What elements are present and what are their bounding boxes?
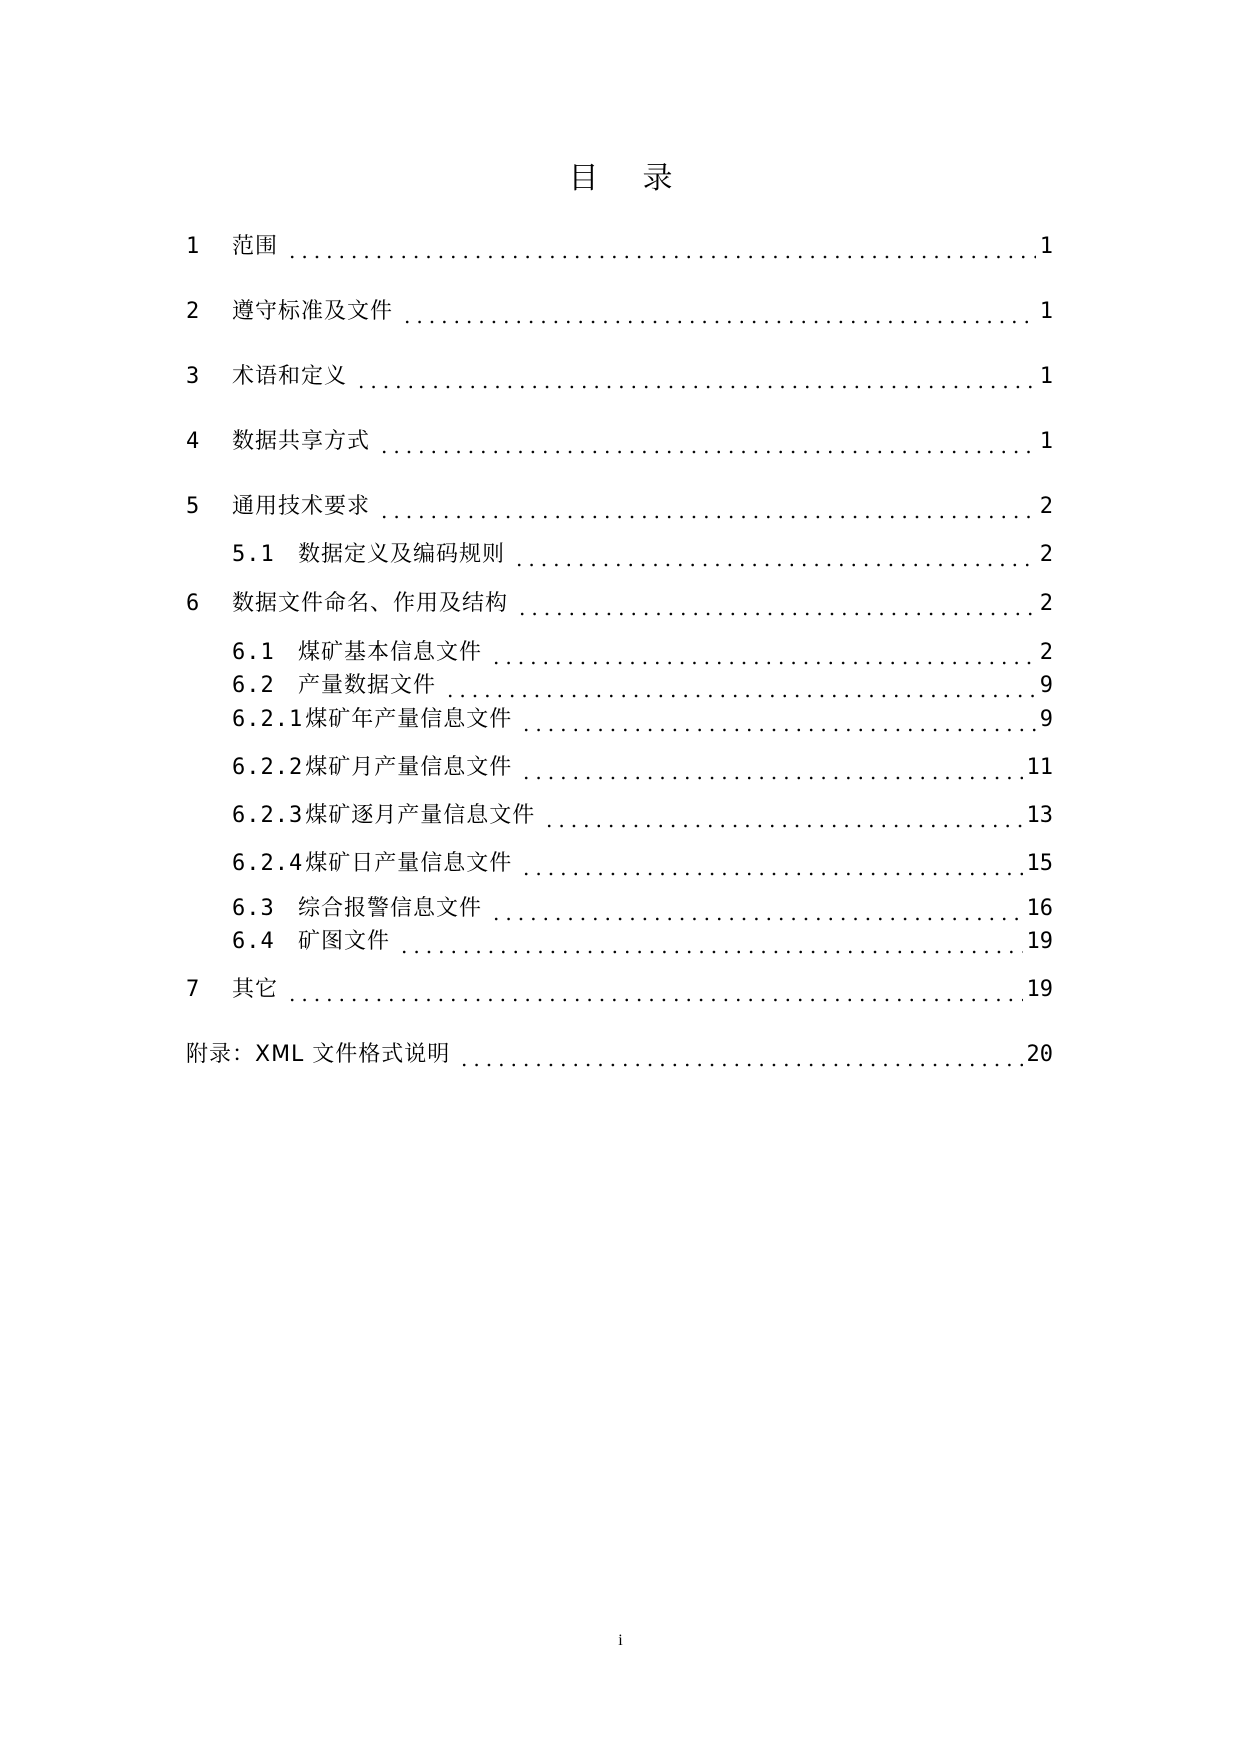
page-title: 目录	[568, 161, 717, 196]
toc-entry-page: 20	[1026, 1042, 1053, 1067]
toc-entry-label: 附录：XML 文件格式说明	[186, 1042, 451, 1067]
toc-entry-label: 范围	[232, 234, 279, 259]
toc-entry-page: 13	[1026, 803, 1053, 828]
toc-subentry[interactable]	[232, 540, 1053, 570]
toc-subsubentry[interactable]	[232, 753, 1053, 783]
toc-entry-label: 综合报警信息文件	[298, 896, 483, 921]
dot-leader	[520, 753, 1022, 783]
dot-leader	[401, 297, 1036, 327]
toc-entry-page: 19	[1026, 929, 1053, 954]
toc-entry-page: 2	[1039, 542, 1053, 567]
toc-entry-page: 15	[1026, 851, 1053, 876]
dot-leader	[513, 540, 1036, 570]
toc-entry-label: 煤矿基本信息文件	[298, 640, 483, 665]
toc-subentry[interactable]	[232, 638, 1053, 668]
dot-leader	[378, 427, 1036, 457]
toc-entry[interactable]	[186, 362, 1053, 392]
toc-entry[interactable]	[186, 589, 1053, 619]
toc-entry-label: 数据文件命名、作用及结构	[232, 591, 509, 616]
toc-entry-label: 煤矿月产量信息文件	[305, 755, 513, 780]
toc-entry-page: 2	[1039, 591, 1053, 616]
toc-entry-label: 术语和定义	[232, 364, 348, 389]
dot-leader	[458, 1040, 1022, 1070]
dot-leader	[516, 589, 1036, 619]
toc-subentry[interactable]	[232, 927, 1053, 957]
toc-entry-label: 矿图文件	[298, 929, 391, 954]
toc-entry[interactable]	[186, 232, 1053, 262]
dot-leader	[543, 801, 1022, 831]
toc-entry-number: 3	[186, 364, 201, 389]
toc-entry-number: 6.4	[232, 929, 275, 954]
toc-entry-number: 5.1	[232, 542, 275, 567]
dot-leader	[286, 975, 1022, 1005]
toc-entry-page: 1	[1039, 234, 1053, 259]
toc-entry-label: 煤矿年产量信息文件	[305, 707, 513, 732]
dot-leader	[520, 705, 1036, 735]
toc-entry-number: 6.2.2	[232, 755, 304, 780]
toc-entry-number: 1	[186, 234, 201, 259]
toc-entry-label: 其它	[232, 977, 279, 1002]
toc-entry[interactable]	[186, 492, 1053, 522]
toc-entry-label: 数据定义及编码规则	[298, 542, 506, 567]
toc-entry-page: 9	[1039, 707, 1053, 732]
toc-entry-number: 6.3	[232, 896, 275, 921]
toc-entry-number: 6.2.3	[232, 803, 304, 828]
toc-entry-page: 1	[1039, 364, 1053, 389]
toc-entry-number: 5	[186, 494, 201, 519]
toc-entry-label: 煤矿逐月产量信息文件	[305, 803, 536, 828]
dot-leader	[398, 927, 1022, 957]
toc-entry-appendix[interactable]	[186, 1040, 1053, 1070]
toc-entry-page: 19	[1026, 977, 1053, 1002]
toc-entry-number: 6.2.1	[232, 707, 304, 732]
toc-entry-page: 1	[1039, 429, 1053, 454]
toc-entry-page: 9	[1039, 673, 1053, 698]
toc-subsubentry[interactable]	[232, 849, 1053, 879]
toc-subentry[interactable]	[232, 894, 1053, 924]
toc-entry-number: 7	[186, 977, 201, 1002]
toc-entry-page: 2	[1039, 494, 1053, 519]
toc-entry-number: 6.2	[232, 673, 275, 698]
toc-entry-label: 煤矿日产量信息文件	[305, 851, 513, 876]
toc-entry-page: 16	[1026, 896, 1053, 921]
toc-entry-number: 6.1	[232, 640, 275, 665]
dot-leader	[520, 849, 1022, 879]
toc-entry-number: 6.2.4	[232, 851, 304, 876]
dot-leader	[378, 492, 1036, 522]
toc-entry-page: 2	[1039, 640, 1053, 665]
page-number: i	[618, 1632, 623, 1649]
toc-entry-label: 遵守标准及文件	[232, 299, 394, 324]
dot-leader	[355, 362, 1036, 392]
toc-entry-page: 1	[1039, 299, 1053, 324]
dot-leader	[444, 671, 1036, 701]
toc-entry-number: 2	[186, 299, 201, 324]
toc-entry-label: 产量数据文件	[298, 673, 437, 698]
toc-entry[interactable]	[186, 427, 1053, 457]
toc-subsubentry[interactable]	[232, 705, 1053, 735]
toc-subentry[interactable]	[232, 671, 1053, 701]
toc-subsubentry[interactable]	[232, 801, 1053, 831]
toc-entry-number: 6	[186, 591, 201, 616]
toc-entry[interactable]	[186, 975, 1053, 1005]
dot-leader	[286, 232, 1036, 262]
dot-leader	[490, 638, 1036, 668]
toc-entry[interactable]	[186, 297, 1053, 327]
dot-leader	[490, 894, 1022, 924]
toc-entry-number: 4	[186, 429, 201, 454]
toc-entry-label: 数据共享方式	[232, 429, 371, 454]
toc-entry-label: 通用技术要求	[232, 494, 371, 519]
toc-entry-page: 11	[1026, 755, 1053, 780]
